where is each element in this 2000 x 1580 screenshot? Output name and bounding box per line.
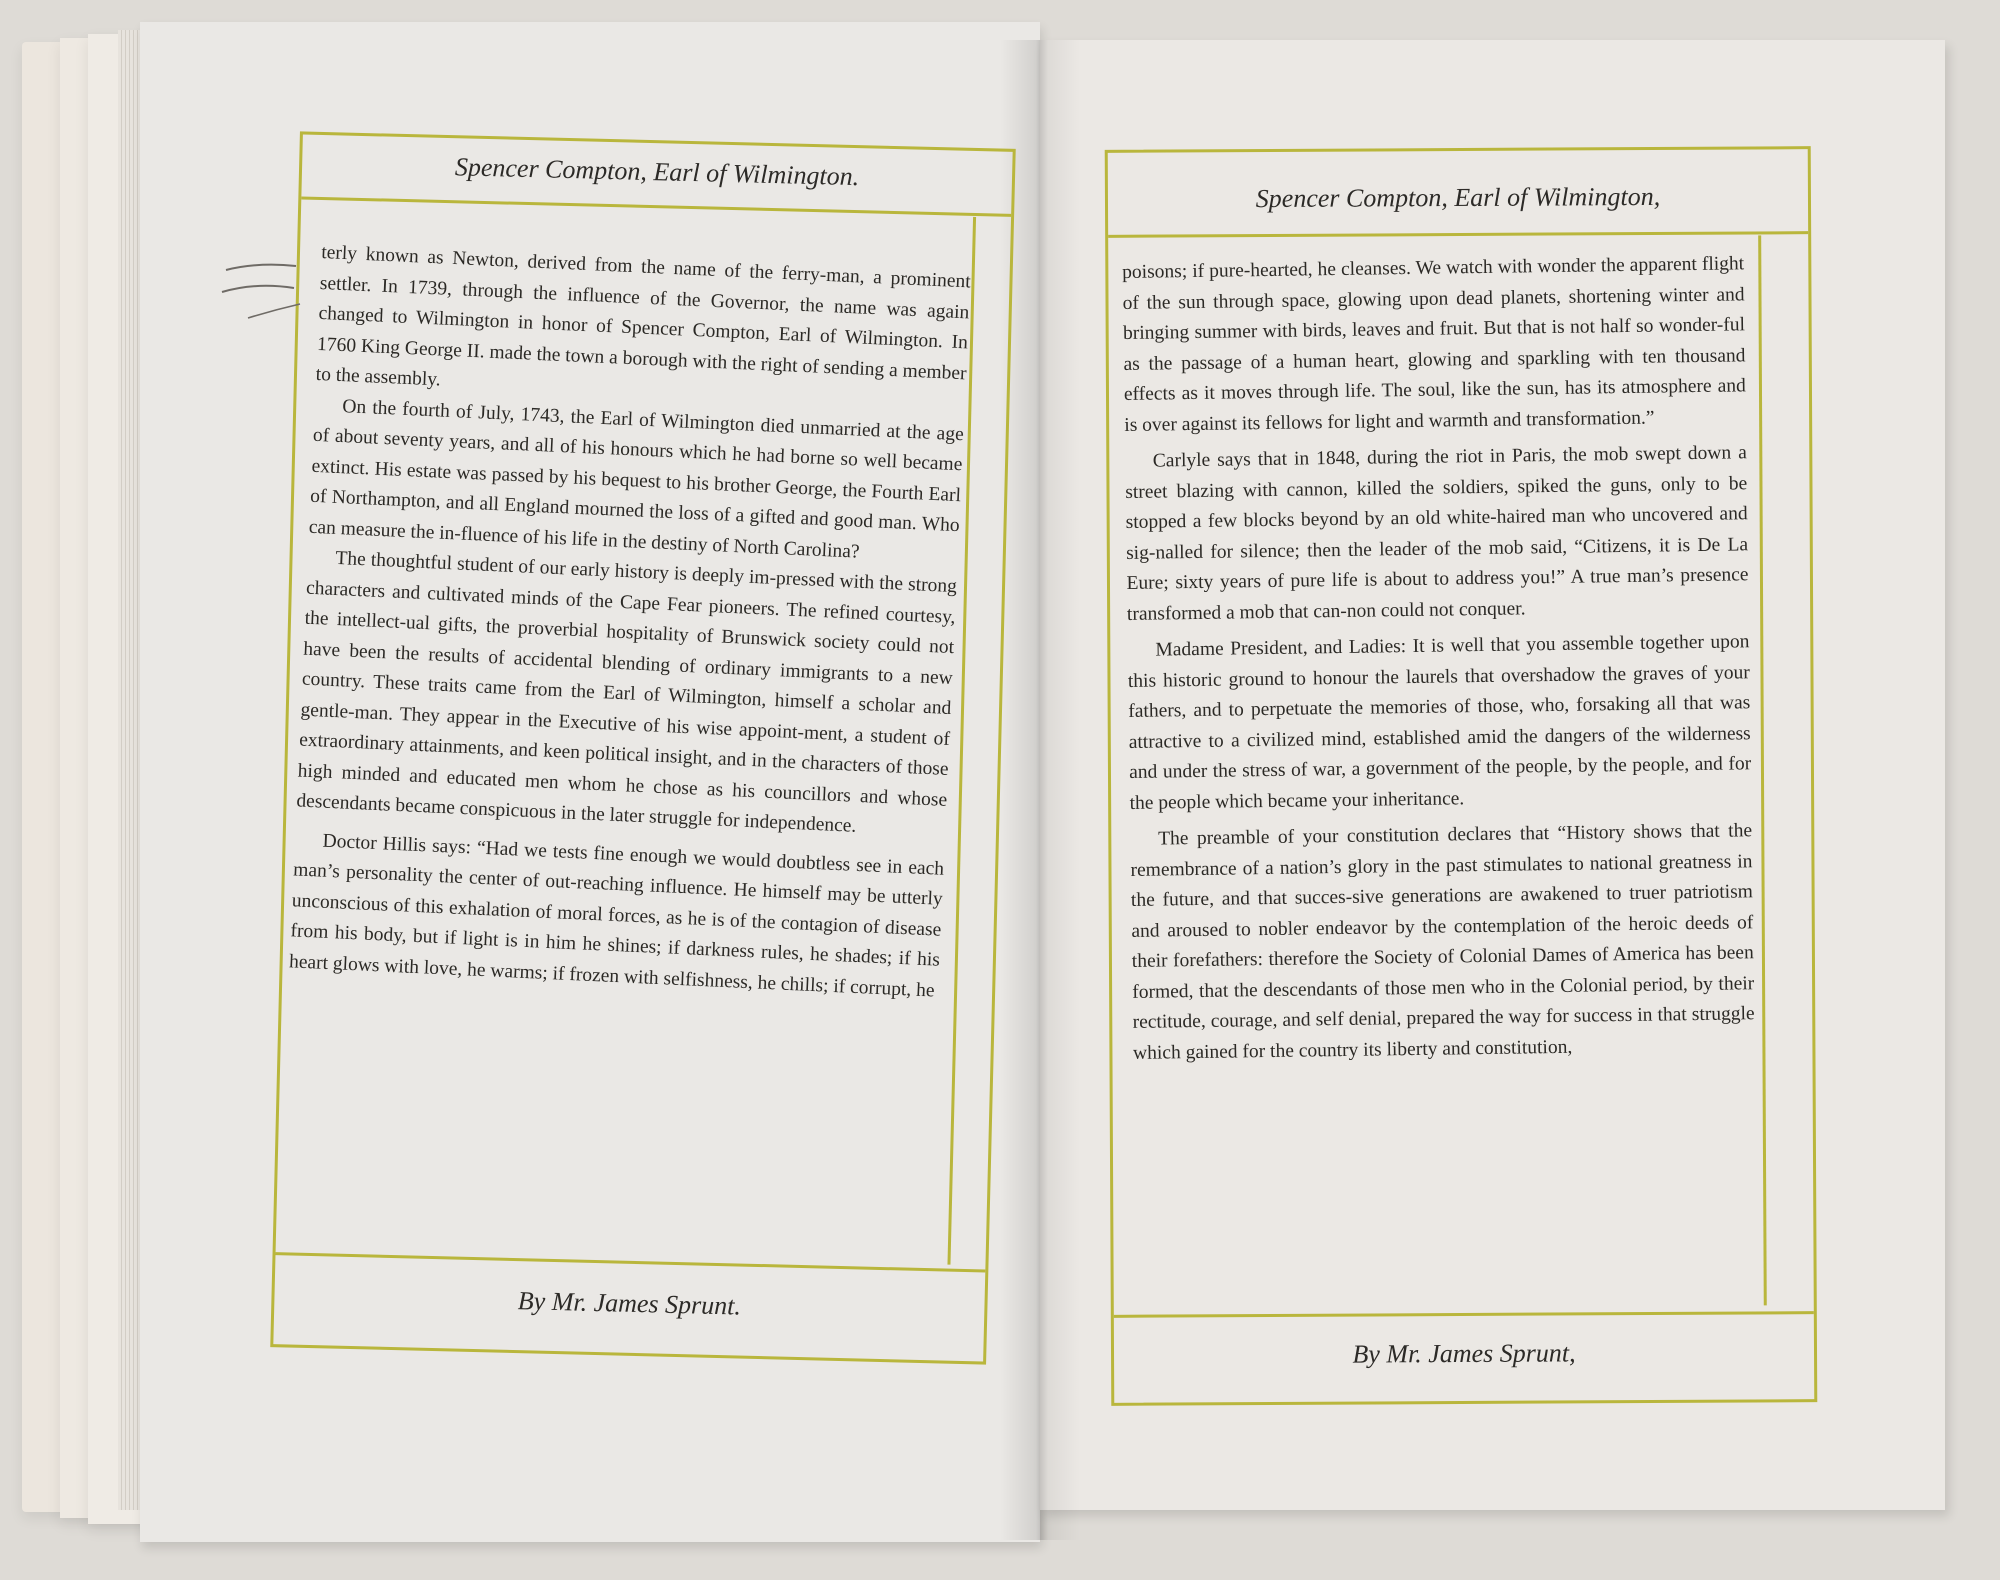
right-paragraph: poisons; if pure-hearted, he cleanses. We watch with wonder the apparent flight of the sun through space, glowing upon dead planets, shortening winter and bringing summer with birds, leaves and fruit. But that is not half so wonder-ful as the passage of a human heart, glowing and sparkling with ten thousand effects as it moves through life. The soul, like the sun, has its atmosphere and is over against its fellows for light and warmth and transformation.”: [1122, 253, 1746, 436]
right-page-footer: By Mr. James Sprunt,: [1352, 1338, 1576, 1369]
right-paragraph: The preamble of your constitution declares that “History shows that the remembrance of a nation’s glory in the past stimulates to national greatness in the future, and that succes-sive generations are awakened to truer patriotism and aroused to nobler endeavor by the contemplation of the heroic deeds of their forefathers: therefore the Society of Colonial Dames of America has been formed, that the descendants of those men who in the Colonial period, by their rectitude, courage, and self denial, prepared the way for success in that struggle which gained for the country its liberty and constitution,: [1130, 820, 1755, 1064]
left-paragraph: On the fourth of July, 1743, the Earl of Wilmington died unmarried at the age of about seventy years, and all of his honours which he had borne so well became extinct. His estate was passed by his bequest to his brother George, the Fourth Earl of Northampton, and all England mourned the loss of a gifted and good man. Who can measure the in-fluence of his life in the destiny of North Carolina?: [308, 395, 965, 563]
left-page-footer: By Mr. James Sprunt.: [517, 1286, 742, 1321]
right-header-rule: [1108, 231, 1808, 238]
right-running-header: Spencer Compton, Earl of Wilmington,: [1255, 181, 1661, 214]
right-paragraph: Madame President, and Ladies: It is well that you assemble together upon this historic ground to honour the laurels that overshadow the graves of your fathers, and to perpetuate the memories of those, who, forsaking all that was attractive to a civilized mind, established amid the dangers of the wilderness and under the stress of war, a government of the people, by the people, and for the people which became your inheritance.: [1127, 631, 1752, 814]
left-footer-rule: [275, 1252, 985, 1272]
right-paragraph: Carlyle says that in 1848, during the riot in Paris, the mob swept down a street blazing with cannon, killed the soldiers, spiked the guns, only to be stopped a few blocks beyond by an old white-haired man who uncovered and sig-nalled for silence; then the leader of the mob said, “Citizens, it is De La Eure; sixty years of pure life is about to address you!” A true man’s presence transformed a mob that can-non could not conquer.: [1125, 442, 1749, 625]
left-paragraph: terly known as Newton, derived from the name of the ferry-man, a prominent settler. In 1739, through the influence of the Governor, the name was again changed to Wilmington in honor of Spencer Compton, Earl of Wilmington. In 1760 King George II. made the town a borough with the right of sending a member to the assembly.: [315, 241, 972, 391]
left-header-rule: [301, 196, 1011, 216]
pencil-annotation-mark: [218, 252, 308, 332]
right-footer-rule: [1114, 1311, 1814, 1318]
left-paragraph: Doctor Hillis says: “Had we tests fine enough we would doubtless see in each man’s personality the center of out-reaching influence. He himself may be utterly unconscious of this exhalation of moral forces, as he is of the contagion of disease from his body, but if light is in him he shines; if darkness rules, he shades; if his heart glows with love, he warms; if frozen with selfishness, he chills; if corrupt, he: [288, 830, 945, 1002]
right-column-rule: [1758, 235, 1767, 1305]
left-body-text: [288, 238, 971, 1007]
left-running-header: Spencer Compton, Earl of Wilmington.: [454, 152, 860, 192]
right-body-text: [1122, 249, 1755, 1069]
left-paragraph: The thoughtful student of our early history is deeply im-pressed with the strong characters and cultivated minds of the Cape Fear pioneers. The refined courtesy, the intellect-ual gifts, the proverbial hospitality of Brunswick society could not have been the results of accidental blending of ordinary immigrants to a new country. These traits came from the Earl of Wilmington, himself a scholar and gentle-man. They appear in the Executive of his wise appoint-ment, a student of extraordinary attainments, and keen political insight, and in the characters of those high minded and educated men whom he chose as his councillors and whose descendants became conspicuous in the later struggle for independence.: [295, 547, 958, 837]
